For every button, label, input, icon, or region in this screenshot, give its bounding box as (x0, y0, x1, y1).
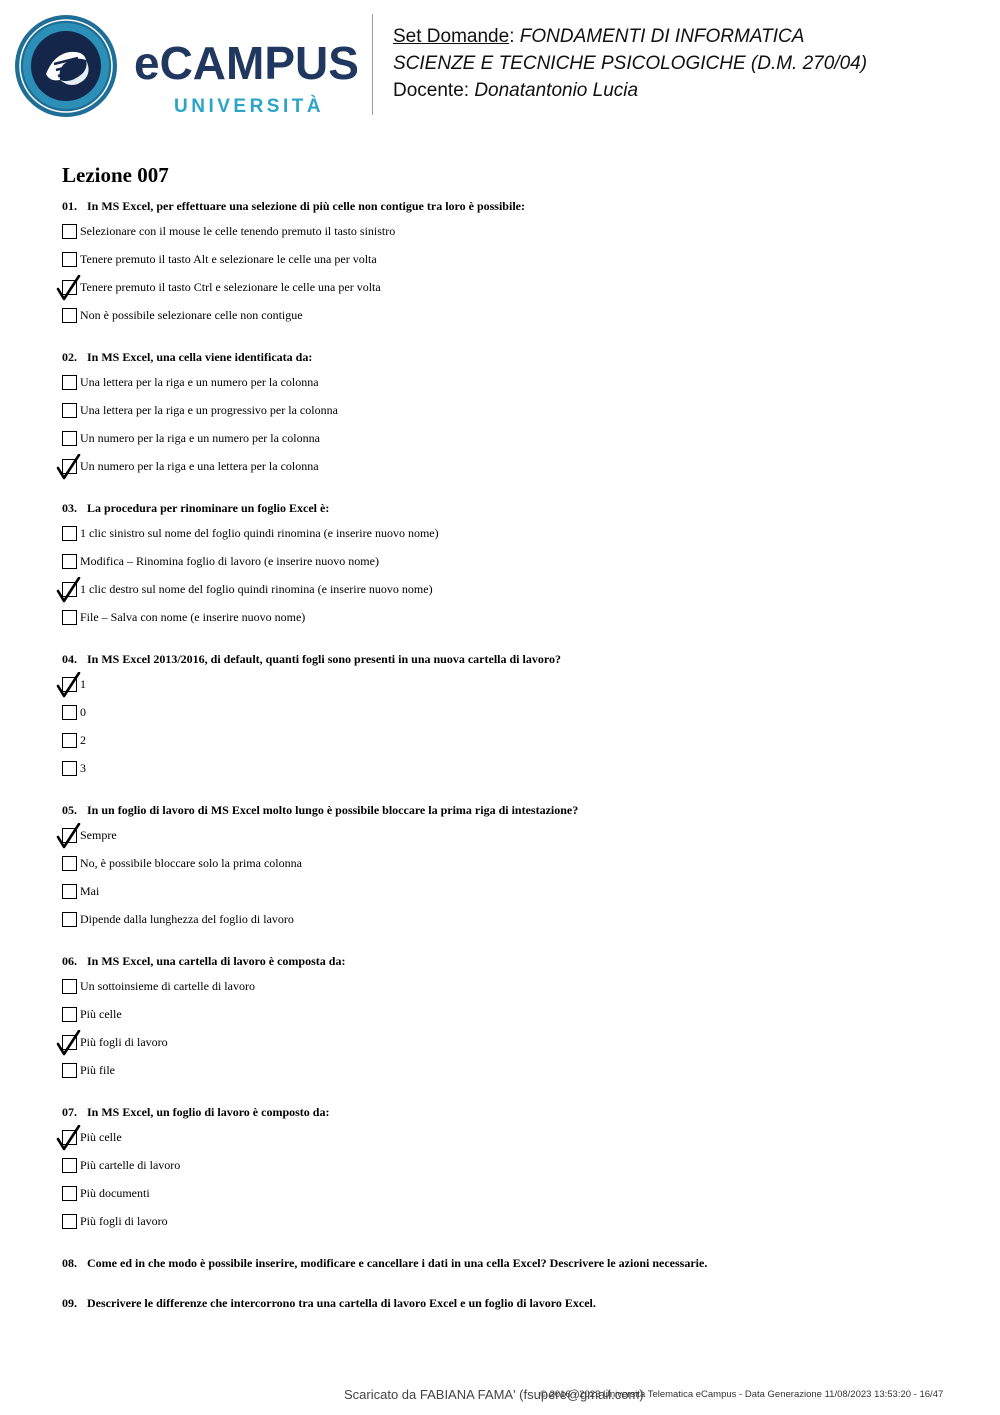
question-text: In MS Excel, una cartella di lavoro è composta da: (87, 954, 346, 968)
option-text: Selezionare con il mouse le celle tenendo premuto il tasto sinistro (80, 224, 396, 238)
header-info (393, 23, 867, 104)
question-text: In MS Excel, un foglio di lavoro è composto da: (87, 1105, 330, 1119)
checkmark-icon (56, 823, 82, 849)
checkbox[interactable] (62, 884, 77, 899)
ecampus-logo (14, 14, 359, 119)
brand (134, 37, 359, 117)
option-text: 0 (80, 705, 86, 719)
program-line (393, 50, 867, 77)
footer-generated: © 2016 - 2023 Università Telematica eCampus - Data Generazione 11/08/2023 13:53:20 - 16/47 (540, 1389, 944, 1400)
question-text: In MS Excel, per effettuare una selezione di più celle non contigue tra loro è possibile: (87, 199, 525, 213)
checkmark-icon (56, 1125, 82, 1151)
header-divider (372, 14, 373, 115)
option-text: Più file (80, 1063, 115, 1077)
option-text: Un numero per la riga e una lettera per la colonna (80, 459, 319, 473)
option-text: Dipende dalla lunghezza del foglio di lavoro (80, 912, 294, 926)
checkmark-icon (56, 275, 82, 301)
option-text: Più cartelle di lavoro (80, 1158, 181, 1172)
option-text: Tenere premuto il tasto Alt e selezionare le celle una per volta (80, 252, 377, 266)
question-2 (62, 350, 312, 365)
checkbox[interactable] (62, 308, 77, 323)
question-number: 05. (62, 803, 77, 817)
question-text: In un foglio di lavoro di MS Excel molto lungo è possibile bloccare la prima riga di intestazione? (87, 803, 579, 817)
brand-subtitle: UNIVERSITÀ (174, 96, 325, 117)
option-text: Più documenti (80, 1186, 150, 1200)
option-text: Più celle (80, 1007, 122, 1021)
teacher-line (393, 77, 867, 104)
teacher-name: Donatantonio Lucia (474, 80, 639, 101)
footer-downloaded: Scaricato da FABIANA FAMA' (fsupere@gmail.com) (344, 1387, 644, 1402)
question-number: 01. (62, 199, 77, 213)
question-number: 06. (62, 954, 77, 968)
question-number: 07. (62, 1105, 77, 1119)
checkbox[interactable] (62, 610, 77, 625)
question-text: La procedura per rinominare un foglio Excel è: (87, 501, 330, 515)
checkbox[interactable] (62, 761, 77, 776)
option-text: 3 (80, 761, 86, 775)
question-number: 08. (62, 1256, 77, 1270)
option-text: Più celle (80, 1130, 122, 1144)
question-3 (62, 501, 329, 516)
question-text: In MS Excel 2013/2016, di default, quanti fogli sono presenti in una nuova cartella di lavoro? (87, 652, 561, 666)
set-line: Set Domande: FONDAMENTI DI INFORMATICA (393, 26, 805, 47)
checkbox[interactable] (62, 554, 77, 569)
checkbox[interactable] (62, 224, 77, 239)
option-text: Più fogli di lavoro (80, 1214, 168, 1228)
question-8 (62, 1256, 707, 1271)
checkmark-icon (56, 577, 82, 603)
checkbox[interactable] (62, 526, 77, 541)
option-text: 1 (80, 677, 86, 691)
option-text: 1 clic destro sul nome del foglio quindi rinomina (e inserire nuovo nome) (80, 582, 433, 596)
checkbox[interactable] (62, 252, 77, 267)
teacher-label: Docente: (393, 80, 470, 101)
question-number: 03. (62, 501, 77, 515)
checkbox[interactable] (62, 375, 77, 390)
checkmark-icon (56, 672, 82, 698)
option-text: Mai (80, 884, 100, 898)
option-text: Più fogli di lavoro (80, 1035, 168, 1049)
checkbox[interactable] (62, 1007, 77, 1022)
option-text: Un numero per la riga e un numero per la colonna (80, 431, 320, 445)
set-label: Set Domande (393, 26, 510, 47)
checkmark-icon (56, 1030, 82, 1056)
question-number: 04. (62, 652, 77, 666)
question-text: In MS Excel, una cella viene identificata da: (87, 350, 313, 364)
option-text: 2 (80, 733, 86, 747)
option-text: Una lettera per la riga e un progressivo per la colonna (80, 403, 338, 417)
question-1 (62, 199, 525, 214)
checkbox[interactable] (62, 403, 77, 418)
question-5 (62, 803, 578, 818)
checkbox[interactable] (62, 1158, 77, 1173)
checkbox[interactable] (62, 1186, 77, 1201)
question-text: Descrivere le differenze che intercorrono tra una cartella di lavoro Excel e un foglio di lavoro Excel. (87, 1296, 596, 1310)
program-title: SCIENZE E TECNICHE PSICOLOGICHE (D.M. 270/04) (393, 53, 868, 74)
question-text: Come ed in che modo è possibile inserire, modificare e cancellare i dati in una cella Excel? Descrivere le azioni necessarie. (87, 1256, 708, 1270)
brand-name: eCAMPUS (134, 37, 359, 89)
question-number: 02. (62, 350, 77, 364)
option-text: Un sottoinsieme di cartelle di lavoro (80, 979, 255, 993)
option-text: 1 clic sinistro sul nome del foglio quindi rinomina (e inserire nuovo nome) (80, 526, 439, 540)
checkbox[interactable] (62, 431, 77, 446)
checkbox[interactable] (62, 912, 77, 927)
checkbox[interactable] (62, 979, 77, 994)
option-text: File – Salva con nome (e inserire nuovo nome) (80, 610, 306, 624)
question-6 (62, 954, 345, 969)
option-text: Una lettera per la riga e un numero per la colonna (80, 375, 319, 389)
option-text: Tenere premuto il tasto Ctrl e selezionare le celle una per volta (80, 280, 381, 294)
checkbox[interactable] (62, 1214, 77, 1229)
course-title: FONDAMENTI DI INFORMATICA (519, 26, 805, 47)
checkbox[interactable] (62, 856, 77, 871)
question-number: 09. (62, 1296, 77, 1310)
lesson-title: Lezione 007 (62, 163, 169, 187)
university-seal-icon (14, 14, 118, 118)
option-text: Modifica – Rinomina foglio di lavoro (e inserire nuovo nome) (80, 554, 379, 568)
option-text: Sempre (80, 828, 117, 842)
question-9 (62, 1296, 596, 1311)
option-text: No, è possibile bloccare solo la prima colonna (80, 856, 302, 870)
checkmark-icon (56, 454, 82, 480)
checkbox[interactable] (62, 705, 77, 720)
checkbox[interactable] (62, 1063, 77, 1078)
question-7 (62, 1105, 329, 1120)
option-text: Non è possibile selezionare celle non contigue (80, 308, 303, 322)
question-4 (62, 652, 561, 667)
checkbox[interactable] (62, 733, 77, 748)
